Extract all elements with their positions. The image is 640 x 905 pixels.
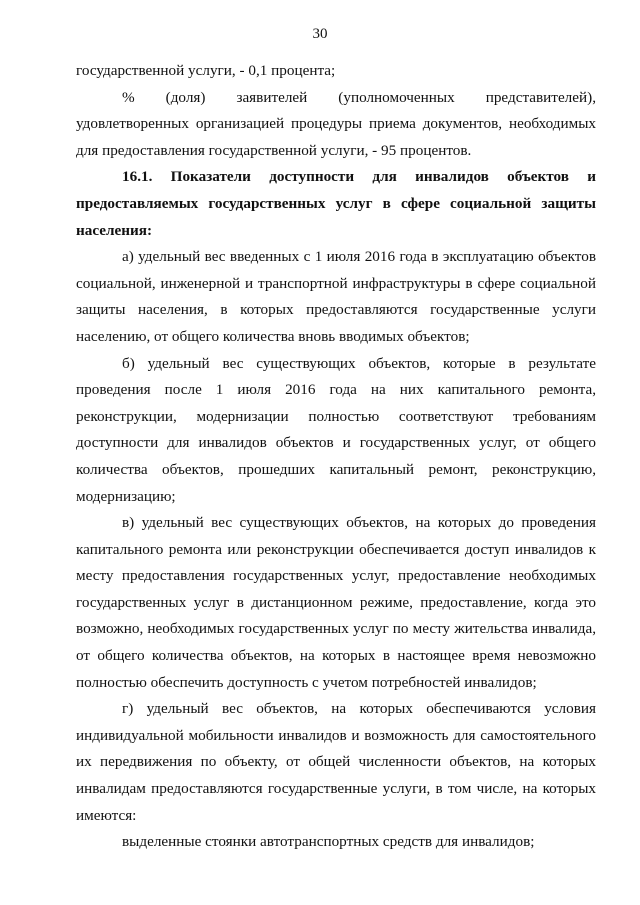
section-heading-accessibility: 16.1. Показатели доступности для инвалидов объектов и предоставляемых государственных услуг в сфере социальной защиты населения: (76, 168, 596, 239)
document-body (76, 58, 596, 856)
paragraph-applicants-share: % (доля) заявителей (уполномоченных представителей), удовлетворенных организацией процедуры приема документов, необходимых для предоставления государственной услуги, - 95 процентов. (76, 88, 596, 159)
paragraph-service-fraction: государственной услуги, - 0,1 процента; (76, 62, 336, 79)
paragraph-item-a: а) удельный вес введенных с 1 июля 2016 года в эксплуатацию объектов социальной, инженерной и транспортной инфраструктуры в сфере социальной защиты населения, в которых предоставляются государственные услуги населению, от общего количества вновь вводимых объектов; (76, 248, 596, 345)
paragraph-parking: выделенные стоянки автотранспортных средств для инвалидов; (122, 833, 535, 851)
paragraph-item-g: г) удельный вес объектов, на которых обеспечиваются условия индивидуальной мобильности инвалидов и возможность для самостоятельного их передвижения по объекту, от общей численности объектов, на которых инвалидам предоставляются государственные услуги, в том числе, на которых имеются: (76, 700, 596, 824)
page-number: 30 (312, 26, 328, 42)
paragraph-item-b: б) удельный вес существующих объектов, которые в результате проведения после 1 июля 2016 года на них капитального ремонта, реконструкции, модернизации полностью соответствуют требованиям доступности для инвалидов объектов и государственных услуг, от общего количества объектов, прошедших капитальный ремонт, реконструкцию, модернизацию; (76, 354, 596, 505)
paragraph-item-v: в) удельный вес существующих объектов, на которых до проведения капитального ремонта или реконструкции обеспечивается доступ инвалидов к месту предоставления государственных услуг, предоставление необходимых государственных услуг в дистанционном режиме, предоставление, когда это возможно, необходимых государственных услуг по месту жительства инвалида, от общего количества объектов, на которых в настоящее время невозможно полностью обеспечить доступность с учетом потребностей инвалидов; (76, 514, 596, 691)
